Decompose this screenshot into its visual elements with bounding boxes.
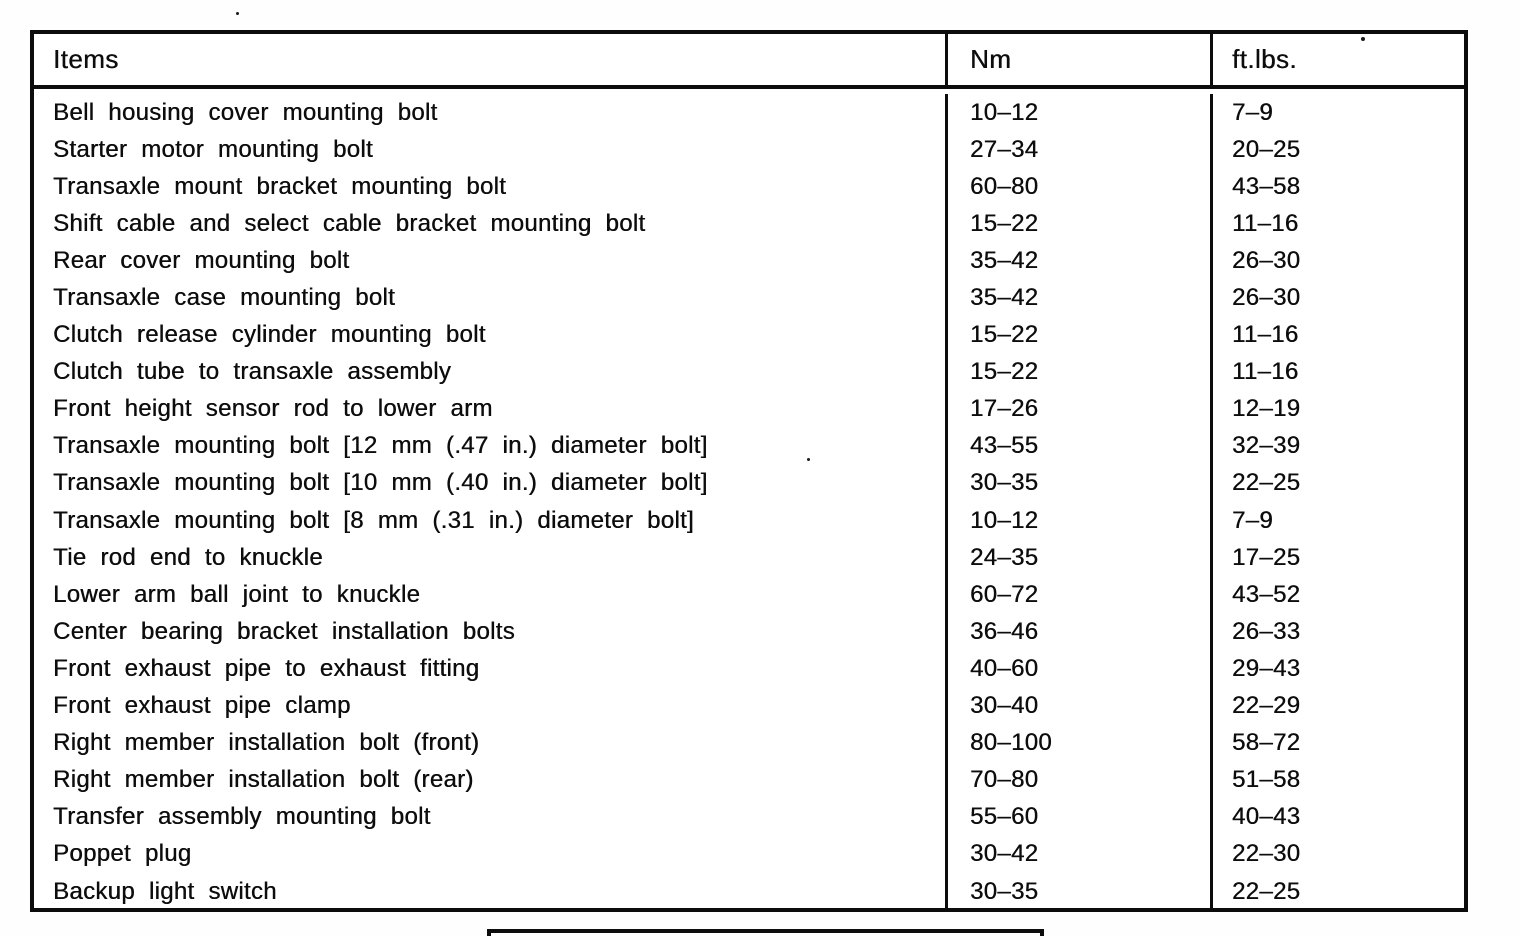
table-row <box>34 94 1464 131</box>
cell-nm <box>945 725 1210 762</box>
ftlbs-value: 22–25 <box>1232 877 1301 905</box>
cell-nm <box>945 391 1210 428</box>
table-row <box>34 613 1464 650</box>
cell-item <box>34 613 945 650</box>
ftlbs-value: 51–58 <box>1232 766 1301 794</box>
ftlbs-value: 26–30 <box>1232 246 1301 274</box>
ftlbs-value: 11–16 <box>1232 321 1299 349</box>
table-row <box>34 168 1464 205</box>
cell-nm <box>945 539 1210 576</box>
ftlbs-value: 43–58 <box>1232 172 1301 200</box>
item-label: Transaxle mounting bolt [8 mm (.31 in.) diameter bolt] <box>53 506 694 534</box>
table-row <box>34 688 1464 725</box>
cell-item <box>34 725 945 762</box>
table-row <box>34 205 1464 242</box>
header-items-label: Items <box>53 44 119 74</box>
cell-item <box>34 539 945 576</box>
cell-nm <box>945 94 1210 131</box>
ftlbs-value: 12–19 <box>1232 395 1301 423</box>
nm-value: 24–35 <box>970 543 1039 571</box>
cell-nm <box>945 242 1210 279</box>
torque-spec-table <box>30 30 1468 912</box>
item-label: Clutch release cylinder mounting bolt <box>53 321 486 349</box>
next-table-partial-edge <box>487 929 1044 936</box>
item-label: Rear cover mounting bolt <box>53 246 350 274</box>
cell-nm <box>945 131 1210 168</box>
ftlbs-value: 32–39 <box>1232 432 1301 460</box>
scan-speck <box>236 12 239 15</box>
nm-value: 15–22 <box>970 209 1039 237</box>
cell-nm <box>945 205 1210 242</box>
cell-item <box>34 242 945 279</box>
cell-nm <box>945 279 1210 316</box>
cell-item <box>34 836 945 873</box>
nm-value: 70–80 <box>970 766 1039 794</box>
cell-ftlbs <box>1210 799 1464 836</box>
ftlbs-value: 26–33 <box>1232 617 1301 645</box>
cell-item <box>34 799 945 836</box>
ftlbs-value: 7–9 <box>1232 98 1273 126</box>
nm-value: 15–22 <box>970 358 1039 386</box>
item-label: Front height sensor rod to lower arm <box>53 395 493 423</box>
item-label: Starter motor mounting bolt <box>53 135 373 163</box>
nm-value: 10–12 <box>970 506 1039 534</box>
ftlbs-value: 7–9 <box>1232 506 1273 534</box>
table-row <box>34 539 1464 576</box>
cell-nm <box>945 873 1210 910</box>
cell-item <box>34 502 945 539</box>
table-row <box>34 317 1464 354</box>
cell-item <box>34 317 945 354</box>
ftlbs-value: 22–29 <box>1232 692 1301 720</box>
cell-item <box>34 465 945 502</box>
cell-item <box>34 650 945 687</box>
cell-ftlbs <box>1210 539 1464 576</box>
nm-value: 15–22 <box>970 321 1039 349</box>
cell-nm <box>945 688 1210 725</box>
table-row <box>34 391 1464 428</box>
cell-ftlbs <box>1210 391 1464 428</box>
item-label: Right member installation bolt (rear) <box>53 766 474 794</box>
table-row <box>34 836 1464 873</box>
table-row <box>34 576 1464 613</box>
ftlbs-value: 43–52 <box>1232 580 1301 608</box>
item-label: Transfer assembly mounting bolt <box>53 803 431 831</box>
cell-nm <box>945 576 1210 613</box>
cell-nm <box>945 428 1210 465</box>
nm-value: 30–42 <box>970 840 1039 868</box>
cell-item <box>34 576 945 613</box>
cell-ftlbs <box>1210 317 1464 354</box>
nm-value: 55–60 <box>970 803 1039 831</box>
nm-value: 60–72 <box>970 580 1039 608</box>
nm-value: 27–34 <box>970 135 1039 163</box>
scan-speck <box>1361 37 1365 41</box>
cell-nm <box>945 168 1210 205</box>
cell-ftlbs <box>1210 873 1464 910</box>
ftlbs-value: 40–43 <box>1232 803 1301 831</box>
cell-item <box>34 94 945 131</box>
table-row <box>34 799 1464 836</box>
table-row <box>34 502 1464 539</box>
item-label: Front exhaust pipe to exhaust fitting <box>53 654 480 682</box>
table-row <box>34 279 1464 316</box>
table-body <box>34 89 1464 910</box>
table-row <box>34 465 1464 502</box>
cell-item <box>34 762 945 799</box>
item-label: Poppet plug <box>53 840 192 868</box>
table-row <box>34 762 1464 799</box>
cell-ftlbs <box>1210 688 1464 725</box>
cell-ftlbs <box>1210 131 1464 168</box>
item-label: Transaxle mount bracket mounting bolt <box>53 172 507 200</box>
cell-nm <box>945 317 1210 354</box>
item-label: Center bearing bracket installation bolts <box>53 617 515 645</box>
item-label: Right member installation bolt (front) <box>53 729 480 757</box>
ftlbs-value: 58–72 <box>1232 729 1301 757</box>
item-label: Backup light switch <box>53 877 277 905</box>
ftlbs-value: 26–30 <box>1232 284 1301 312</box>
item-label: Bell housing cover mounting bolt <box>53 98 438 126</box>
nm-value: 35–42 <box>970 246 1039 274</box>
cell-ftlbs <box>1210 725 1464 762</box>
cell-nm <box>945 613 1210 650</box>
cell-item <box>34 279 945 316</box>
nm-value: 30–35 <box>970 877 1039 905</box>
nm-value: 35–42 <box>970 284 1039 312</box>
cell-ftlbs <box>1210 94 1464 131</box>
table-row <box>34 242 1464 279</box>
cell-ftlbs <box>1210 168 1464 205</box>
cell-item <box>34 688 945 725</box>
cell-nm <box>945 502 1210 539</box>
cell-ftlbs <box>1210 836 1464 873</box>
ftlbs-value: 11–16 <box>1232 358 1299 386</box>
cell-ftlbs <box>1210 502 1464 539</box>
header-nm-label: Nm <box>970 44 1012 74</box>
nm-value: 30–40 <box>970 692 1039 720</box>
cell-item <box>34 168 945 205</box>
table-header-row <box>34 34 1464 89</box>
nm-value: 10–12 <box>970 98 1039 126</box>
cell-ftlbs <box>1210 242 1464 279</box>
cell-ftlbs <box>1210 205 1464 242</box>
cell-ftlbs <box>1210 613 1464 650</box>
cell-nm <box>945 650 1210 687</box>
scan-speck <box>807 458 810 461</box>
item-label: Transaxle mounting bolt [12 mm (.47 in.) diameter bolt] <box>53 432 708 460</box>
cell-nm <box>945 354 1210 391</box>
cell-ftlbs <box>1210 650 1464 687</box>
nm-value: 30–35 <box>970 469 1039 497</box>
cell-ftlbs <box>1210 576 1464 613</box>
cell-ftlbs <box>1210 354 1464 391</box>
item-label: Front exhaust pipe clamp <box>53 692 351 720</box>
nm-value: 40–60 <box>970 654 1039 682</box>
table-row <box>34 354 1464 391</box>
table-row <box>34 873 1464 910</box>
header-cell-items <box>34 34 945 85</box>
nm-value: 43–55 <box>970 432 1039 460</box>
cell-item <box>34 205 945 242</box>
table-row <box>34 725 1464 762</box>
ftlbs-value: 20–25 <box>1232 135 1301 163</box>
cell-ftlbs <box>1210 428 1464 465</box>
cell-item <box>34 131 945 168</box>
ftlbs-value: 11–16 <box>1232 209 1299 237</box>
nm-value: 80–100 <box>970 729 1052 757</box>
nm-value: 60–80 <box>970 172 1039 200</box>
cell-nm <box>945 762 1210 799</box>
table-row <box>34 131 1464 168</box>
nm-value: 36–46 <box>970 617 1039 645</box>
cell-ftlbs <box>1210 279 1464 316</box>
ftlbs-value: 22–30 <box>1232 840 1301 868</box>
table-row <box>34 428 1464 465</box>
cell-item <box>34 391 945 428</box>
cell-ftlbs <box>1210 762 1464 799</box>
ftlbs-value: 29–43 <box>1232 654 1301 682</box>
table-row <box>34 650 1464 687</box>
header-ftlbs-label: ft.lbs. <box>1232 44 1297 74</box>
ftlbs-value: 22–25 <box>1232 469 1301 497</box>
item-label: Transaxle case mounting bolt <box>53 284 396 312</box>
cell-nm <box>945 465 1210 502</box>
item-label: Clutch tube to transaxle assembly <box>53 358 452 386</box>
item-label: Shift cable and select cable bracket mounting bolt <box>53 209 646 237</box>
cell-ftlbs <box>1210 465 1464 502</box>
item-label: Transaxle mounting bolt [10 mm (.40 in.) diameter bolt] <box>53 469 708 497</box>
item-label: Lower arm ball joint to knuckle <box>53 580 421 608</box>
cell-nm <box>945 836 1210 873</box>
cell-nm <box>945 799 1210 836</box>
item-label: Tie rod end to knuckle <box>53 543 323 571</box>
cell-item <box>34 873 945 910</box>
header-cell-nm <box>945 34 1210 85</box>
nm-value: 17–26 <box>970 395 1039 423</box>
header-cell-ftlbs <box>1210 34 1464 85</box>
ftlbs-value: 17–25 <box>1232 543 1301 571</box>
cell-item <box>34 354 945 391</box>
